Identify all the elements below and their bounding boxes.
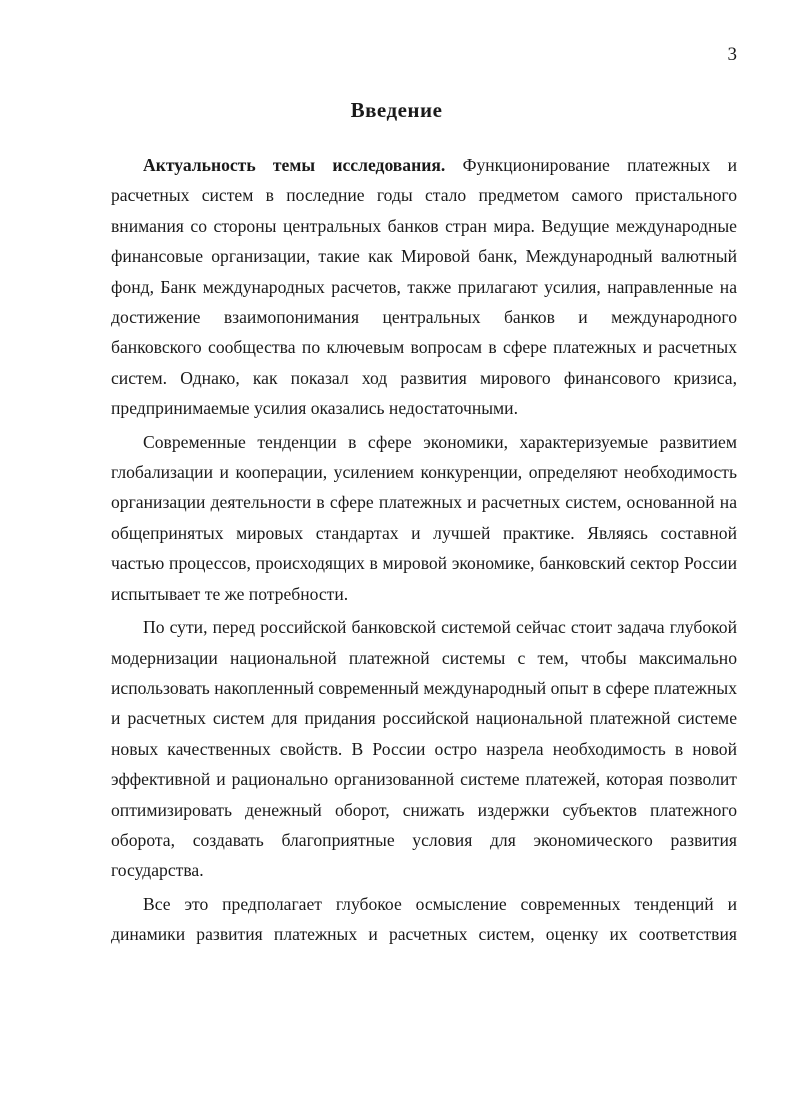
paragraph-text: Функционирование платежных и расчетных систем в последние годы стало предметом самого пристального внимания со стороны центральных банков стран мира. Ведущие международные финансовые организации, такие как Мировой банк, Международный валютный фонд, Банк международных расчетов, также прилагают усилия, направленные на достижение взаимопонимания центральных банков и международного банковского сообщества по ключевым вопросам в сфере платежных и расчетных систем. Однако, как показал ход развития мирового финансового кризиса, предпринимаемые усилия оказались недостаточными. <box>111 155 737 419</box>
paragraph-lead: Актуальность темы исследования. <box>143 155 446 175</box>
paragraph-relevance <box>111 150 737 424</box>
paragraph-modernization: По сути, перед российской банковской системой сейчас стоит задача глубокой модернизации национальной платежной системы с тем, чтобы максимально использовать накопленный современный международный опыт в сфере платежных и расчетных систем для придания российской национальной платежной системе новых качественных свойств. В России остро назрела необходимость в новой эффективной и рационально организованной системе платежей, которая позволит оптимизировать денежный оборот, снижать издержки субъектов платежного оборота, создавать благоприятные условия для экономического развития государства. <box>111 617 737 881</box>
paragraph-conclusion: Все это предполагает глубокое осмысление современных тенденций и динамики развития платежных и расчетных систем, оценку их соответствия <box>111 893 737 945</box>
page-number: 3 <box>727 44 737 65</box>
body-text <box>111 150 737 953</box>
paragraph-trends: Современные тенденции в сфере экономики, характеризуемые развитием глобализации и кооперации, усилением конкуренции, определяют необходимость организации деятельности в сфере платежных и расчетных систем, основанной на общепринятых мировых стандартах и лучшей практике. Являясь составной частью процессов, происходящих в мировой экономике, банковский сектор России испытывает те же потребности. <box>111 431 737 604</box>
page-title: Введение <box>350 98 443 122</box>
